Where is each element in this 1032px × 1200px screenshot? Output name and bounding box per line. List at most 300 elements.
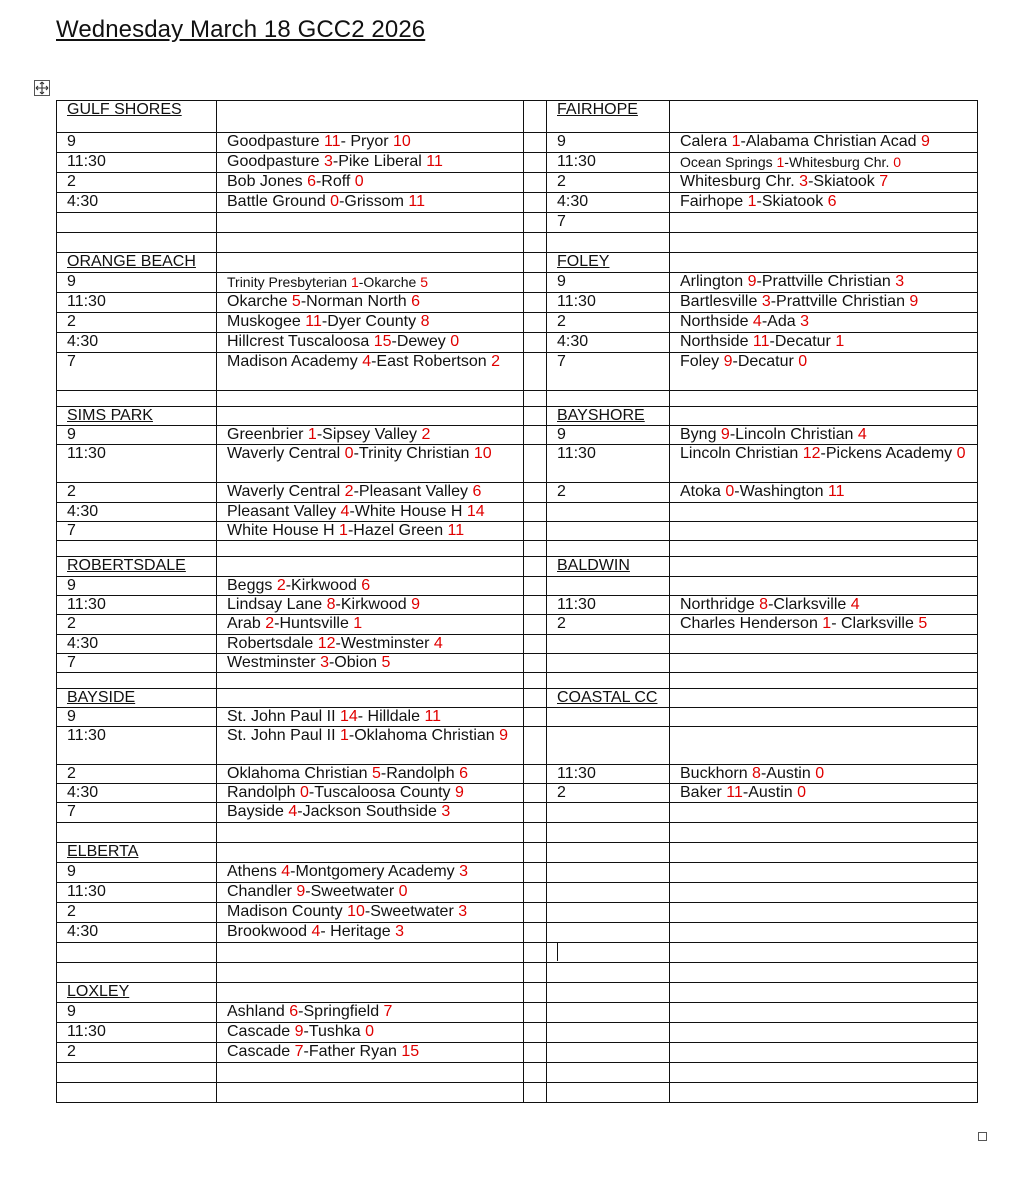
right-matchup-cell (670, 765, 978, 784)
left-time-cell: 7 (57, 803, 217, 823)
text-cursor (557, 943, 558, 961)
team-name: Madison Academy (227, 353, 363, 370)
team-name: -Hazel Green (347, 522, 448, 539)
spacer-cell (524, 673, 547, 689)
left-matchup-cell (217, 577, 524, 596)
team-name: -Austin (742, 784, 798, 801)
table-row (57, 727, 978, 765)
text-cursor-cell (547, 943, 670, 963)
spacer-cell (524, 522, 547, 541)
left-matchup-cell (217, 803, 524, 823)
right-time-cell (547, 577, 670, 596)
team-name: Cascade (227, 1023, 295, 1040)
left-matchup-cell (217, 213, 524, 233)
right-matchup-cell (670, 101, 978, 133)
right-time-cell (547, 883, 670, 903)
score: 0 (330, 193, 340, 210)
team-name: Goodpasture (227, 153, 324, 170)
left-matchup-cell (217, 1003, 524, 1023)
score: 0 (956, 445, 966, 462)
table-row (57, 333, 978, 353)
left-time-cell (57, 943, 217, 963)
team-name: -Father Ryan (303, 1043, 402, 1060)
score: 0 (815, 765, 825, 782)
score: 12 (317, 635, 336, 652)
score: 1 (747, 193, 757, 210)
right-matchup-cell (670, 615, 978, 635)
right-matchup-cell (670, 596, 978, 615)
table-row (57, 615, 978, 635)
team-name: Atoka (680, 483, 726, 500)
right-time-cell: 11:30 (547, 596, 670, 615)
score: 4 (281, 863, 291, 880)
spacer-cell (524, 541, 547, 557)
score: 10 (347, 903, 365, 920)
right-time-cell: 11:30 (547, 153, 670, 173)
spacer-cell (524, 253, 547, 273)
right-matchup-cell (670, 727, 978, 765)
right-matchup-cell (670, 823, 978, 843)
right-time-cell (547, 1023, 670, 1043)
left-time-cell: 2 (57, 903, 217, 923)
table-row (57, 923, 978, 943)
right-matchup-cell (670, 673, 978, 689)
score: 14 (339, 708, 358, 725)
spacer-cell (524, 233, 547, 253)
team-name: -Roff (315, 173, 355, 190)
left-matchup-cell (217, 784, 524, 803)
table-row (57, 391, 978, 407)
left-matchup-cell (217, 863, 524, 883)
score: 4 (340, 503, 350, 520)
right-time-cell (547, 903, 670, 923)
table-row (57, 407, 978, 426)
left-matchup-cell (217, 273, 524, 293)
right-matchup-cell (670, 313, 978, 333)
left-time-cell (57, 673, 217, 689)
right-venue-header: FOLEY (547, 253, 670, 273)
score: 4 (857, 426, 867, 443)
score: 2 (265, 615, 275, 632)
score: 2 (344, 483, 354, 500)
move-icon[interactable] (34, 80, 50, 96)
team-name: -Dyer County (321, 313, 421, 330)
left-time-cell: 2 (57, 1043, 217, 1063)
left-matchup-cell (217, 883, 524, 903)
score: 6 (361, 577, 371, 594)
team-name: Brookwood (227, 923, 312, 940)
team-name: -Pike Liberal (332, 153, 427, 170)
score: 0 (398, 883, 408, 900)
score: 5 (371, 765, 381, 782)
left-time-cell: 9 (57, 133, 217, 153)
right-time-cell (547, 727, 670, 765)
right-matchup-cell (670, 863, 978, 883)
right-matchup-cell (670, 1043, 978, 1063)
left-time-cell: 11:30 (57, 1023, 217, 1043)
score: 8 (759, 596, 769, 613)
right-time-cell (547, 863, 670, 883)
left-time-cell: 4:30 (57, 784, 217, 803)
spacer-cell (524, 503, 547, 522)
team-name: Baker (680, 784, 727, 801)
right-matchup-cell (670, 708, 978, 727)
left-matchup-cell (217, 943, 524, 963)
table-row (57, 577, 978, 596)
table-row (57, 596, 978, 615)
score: 0 (354, 173, 364, 190)
team-name: -Whitesburg Chr. (784, 154, 894, 170)
team-name: Charles Henderson (680, 615, 823, 632)
team-name: Ashland (227, 1003, 290, 1020)
left-matchup-cell (217, 903, 524, 923)
spacer-cell (524, 426, 547, 445)
left-matchup-cell (217, 391, 524, 407)
team-name: Pleasant Valley (227, 503, 341, 520)
resize-handle-icon[interactable] (978, 1132, 987, 1141)
left-matchup-cell (217, 445, 524, 483)
spacer-cell (524, 1023, 547, 1043)
right-matchup-cell (670, 803, 978, 823)
left-time-cell (57, 213, 217, 233)
table-row (57, 503, 978, 522)
left-time-cell: 7 (57, 353, 217, 391)
spacer-cell (524, 803, 547, 823)
table-row (57, 635, 978, 654)
left-venue-header: ROBERTSDALE (57, 557, 217, 577)
left-matchup-cell (217, 333, 524, 353)
score: 11 (827, 483, 845, 500)
right-time-cell (547, 803, 670, 823)
left-matchup-cell (217, 1043, 524, 1063)
right-matchup-cell (670, 943, 978, 963)
team-name: Madison County (227, 903, 348, 920)
team-name: Northridge (680, 596, 760, 613)
spacer-cell (524, 689, 547, 708)
team-name: Arlington (680, 273, 748, 290)
right-matchup-cell (670, 963, 978, 983)
score: 14 (466, 503, 485, 520)
score: 3 (458, 903, 468, 920)
spacer-cell (524, 615, 547, 635)
left-time-cell: 4:30 (57, 193, 217, 213)
spacer-cell (524, 133, 547, 153)
score: 0 (344, 445, 354, 462)
team-name: Cascade (227, 1043, 295, 1060)
right-time-cell: 2 (547, 173, 670, 193)
left-matchup-cell (217, 407, 524, 426)
score: 11 (426, 153, 443, 170)
right-time-cell (547, 541, 670, 557)
left-matchup-cell (217, 963, 524, 983)
left-time-cell: 2 (57, 313, 217, 333)
left-matchup-cell (217, 615, 524, 635)
team-name: Arab (227, 615, 266, 632)
spacer-cell (524, 293, 547, 313)
left-matchup-cell (217, 843, 524, 863)
team-name: -Alabama Christian Acad (740, 133, 922, 150)
team-name: -Okarche (358, 274, 421, 290)
right-time-cell (547, 708, 670, 727)
score: 3 (441, 803, 451, 820)
right-time-cell: 11:30 (547, 765, 670, 784)
right-matchup-cell (670, 689, 978, 708)
score: 2 (276, 577, 286, 594)
spacer-cell (524, 983, 547, 1003)
spacer-cell (524, 153, 547, 173)
table-row (57, 1063, 978, 1083)
table-row (57, 983, 978, 1003)
left-time-cell: 2 (57, 173, 217, 193)
left-venue-header: SIMS PARK (57, 407, 217, 426)
team-name: Fairhope (680, 193, 748, 210)
left-time-cell: 11:30 (57, 153, 217, 173)
spacer-cell (524, 596, 547, 615)
table-row (57, 784, 978, 803)
right-matchup-cell (670, 213, 978, 233)
left-time-cell: 7 (57, 522, 217, 541)
right-time-cell (547, 843, 670, 863)
spacer-cell (524, 883, 547, 903)
team-name: - Clarksville (831, 615, 919, 632)
right-matchup-cell (670, 391, 978, 407)
left-time-cell: 9 (57, 426, 217, 445)
right-time-cell (547, 1043, 670, 1063)
right-matchup-cell (670, 1063, 978, 1083)
left-matchup-cell (217, 541, 524, 557)
team-name: Trinity Presbyterian (227, 274, 351, 290)
team-name: Waverly Central (227, 445, 345, 462)
right-time-cell: 4:30 (547, 333, 670, 353)
table-row (57, 313, 978, 333)
team-name: Muskogee (227, 313, 306, 330)
table-row (57, 193, 978, 213)
score: 4 (850, 596, 860, 613)
left-time-cell: 4:30 (57, 923, 217, 943)
table-row (57, 903, 978, 923)
right-venue-header: FAIRHOPE (547, 101, 670, 133)
score: 1 (731, 133, 741, 150)
team-name: -Norman North (300, 293, 412, 310)
team-name: -Austin (760, 765, 816, 782)
left-time-cell: 11:30 (57, 883, 217, 903)
left-time-cell: 9 (57, 1003, 217, 1023)
score: 0 (365, 1023, 375, 1040)
team-name: -East Robertson (371, 353, 492, 370)
score: 7 (383, 1003, 393, 1020)
left-time-cell: 2 (57, 615, 217, 635)
team-name: Whitesburg Chr. (680, 173, 800, 190)
table-row (57, 173, 978, 193)
right-time-cell: 4:30 (547, 193, 670, 213)
team-name: Athens (227, 863, 282, 880)
team-name: Oklahoma Christian (227, 765, 372, 782)
table-row (57, 1083, 978, 1103)
score: 1 (350, 274, 359, 290)
team-name: -Obion (328, 654, 382, 671)
score: 4 (362, 353, 372, 370)
score: 11 (424, 708, 442, 725)
right-time-cell (547, 635, 670, 654)
team-name: Bayside (227, 803, 289, 820)
right-matchup-cell (670, 173, 978, 193)
left-matchup-cell (217, 313, 524, 333)
score: 1 (835, 333, 845, 350)
right-matchup-cell (670, 503, 978, 522)
left-time-cell: 11:30 (57, 293, 217, 313)
right-time-cell (547, 983, 670, 1003)
right-time-cell: 9 (547, 133, 670, 153)
table-row (57, 293, 978, 313)
right-matchup-cell (670, 1083, 978, 1103)
score: 9 (720, 426, 730, 443)
score: 9 (499, 727, 509, 744)
table-row (57, 233, 978, 253)
right-time-cell (547, 923, 670, 943)
team-name: Northside (680, 333, 753, 350)
left-matchup-cell (217, 635, 524, 654)
right-matchup-cell (670, 903, 978, 923)
spacer-cell (524, 577, 547, 596)
table-row (57, 483, 978, 503)
team-name: Robertsdale (227, 635, 318, 652)
right-matchup-cell (670, 983, 978, 1003)
spacer-cell (524, 823, 547, 843)
team-name: -Decatur (769, 333, 836, 350)
right-time-cell (547, 654, 670, 673)
left-time-cell: 4:30 (57, 503, 217, 522)
team-name: -Kirkwood (285, 577, 362, 594)
score: 15 (401, 1043, 420, 1060)
right-time-cell (547, 823, 670, 843)
right-time-cell: 2 (547, 483, 670, 503)
right-matchup-cell (670, 253, 978, 273)
team-name: Randolph (227, 784, 300, 801)
left-matchup-cell (217, 483, 524, 503)
left-matchup-cell (217, 173, 524, 193)
table-row (57, 253, 978, 273)
left-matchup-cell (217, 1063, 524, 1083)
team-name: -Lincoln Christian (729, 426, 858, 443)
spacer-cell (524, 483, 547, 503)
score: 12 (802, 445, 821, 462)
left-matchup-cell (217, 596, 524, 615)
score: 1 (339, 727, 349, 744)
score: 0 (725, 483, 735, 500)
score: 6 (289, 1003, 299, 1020)
team-name: Lindsay Lane (227, 596, 327, 613)
right-time-cell (547, 391, 670, 407)
score: 3 (320, 654, 329, 671)
team-name: -Springfield (298, 1003, 384, 1020)
right-time-cell (547, 1063, 670, 1083)
right-venue-header: COASTAL CC (547, 689, 670, 708)
team-name: Calera (680, 133, 732, 150)
table-row (57, 673, 978, 689)
team-name: -Kirkwood (335, 596, 412, 613)
table-row (57, 213, 978, 233)
score: 5 (291, 293, 301, 310)
score: 6 (411, 293, 420, 310)
right-venue-header: BALDWIN (547, 557, 670, 577)
table-row (57, 522, 978, 541)
spacer-cell (524, 863, 547, 883)
team-name: Lincoln Christian (680, 445, 803, 462)
team-name: Ocean Springs (680, 154, 777, 170)
left-matchup-cell (217, 923, 524, 943)
document-title: Wednesday March 18 GCC2 2026 (56, 16, 426, 43)
team-name: Hillcrest Tuscaloosa (227, 333, 374, 350)
spacer-cell (524, 765, 547, 784)
score: 4 (752, 313, 762, 330)
spacer-cell (524, 843, 547, 863)
table-row (57, 883, 978, 903)
spacer-cell (524, 1063, 547, 1083)
score: 9 (723, 353, 733, 370)
score: 4 (288, 803, 298, 820)
score: 3 (799, 173, 809, 190)
score: 9 (455, 784, 464, 801)
left-matchup-cell (217, 765, 524, 784)
team-name: Bartlesville (680, 293, 762, 310)
score: 2 (421, 426, 431, 443)
score: 6 (472, 483, 482, 500)
table-row (57, 101, 978, 133)
score: 3 (895, 273, 905, 290)
score: 9 (747, 273, 757, 290)
right-matchup-cell (670, 445, 978, 483)
team-name: -Montgomery Academy (290, 863, 460, 880)
right-matchup-cell (670, 654, 978, 673)
team-name: Beggs (227, 577, 277, 594)
right-matchup-cell (670, 635, 978, 654)
left-time-cell: 9 (57, 708, 217, 727)
score: 11 (323, 133, 341, 150)
spacer-cell (524, 727, 547, 765)
table-row (57, 153, 978, 173)
left-matchup-cell (217, 708, 524, 727)
right-time-cell: 2 (547, 313, 670, 333)
team-name: -Prattville Christian (756, 273, 896, 290)
left-time-cell: 11:30 (57, 727, 217, 765)
right-time-cell: 2 (547, 784, 670, 803)
right-matchup-cell (670, 577, 978, 596)
left-time-cell: 9 (57, 577, 217, 596)
score: 6 (827, 193, 837, 210)
left-matchup-cell (217, 503, 524, 522)
spacer-cell (524, 708, 547, 727)
score: 11 (305, 313, 322, 330)
left-matchup-cell (217, 689, 524, 708)
right-matchup-cell (670, 784, 978, 803)
team-name: Waverly Central (227, 483, 345, 500)
table-row (57, 823, 978, 843)
right-matchup-cell (670, 153, 978, 173)
score: 11 (447, 522, 465, 539)
left-matchup-cell (217, 293, 524, 313)
right-matchup-cell (670, 407, 978, 426)
right-time-cell: 9 (547, 273, 670, 293)
score: 11 (408, 193, 426, 210)
score: 1 (307, 426, 317, 443)
team-name: Chandler (227, 883, 297, 900)
spacer-cell (524, 1003, 547, 1023)
score: 8 (752, 765, 761, 782)
left-time-cell (57, 233, 217, 253)
team-name: Northside (680, 313, 753, 330)
team-name: -Dewey (391, 333, 451, 350)
right-matchup-cell (670, 133, 978, 153)
